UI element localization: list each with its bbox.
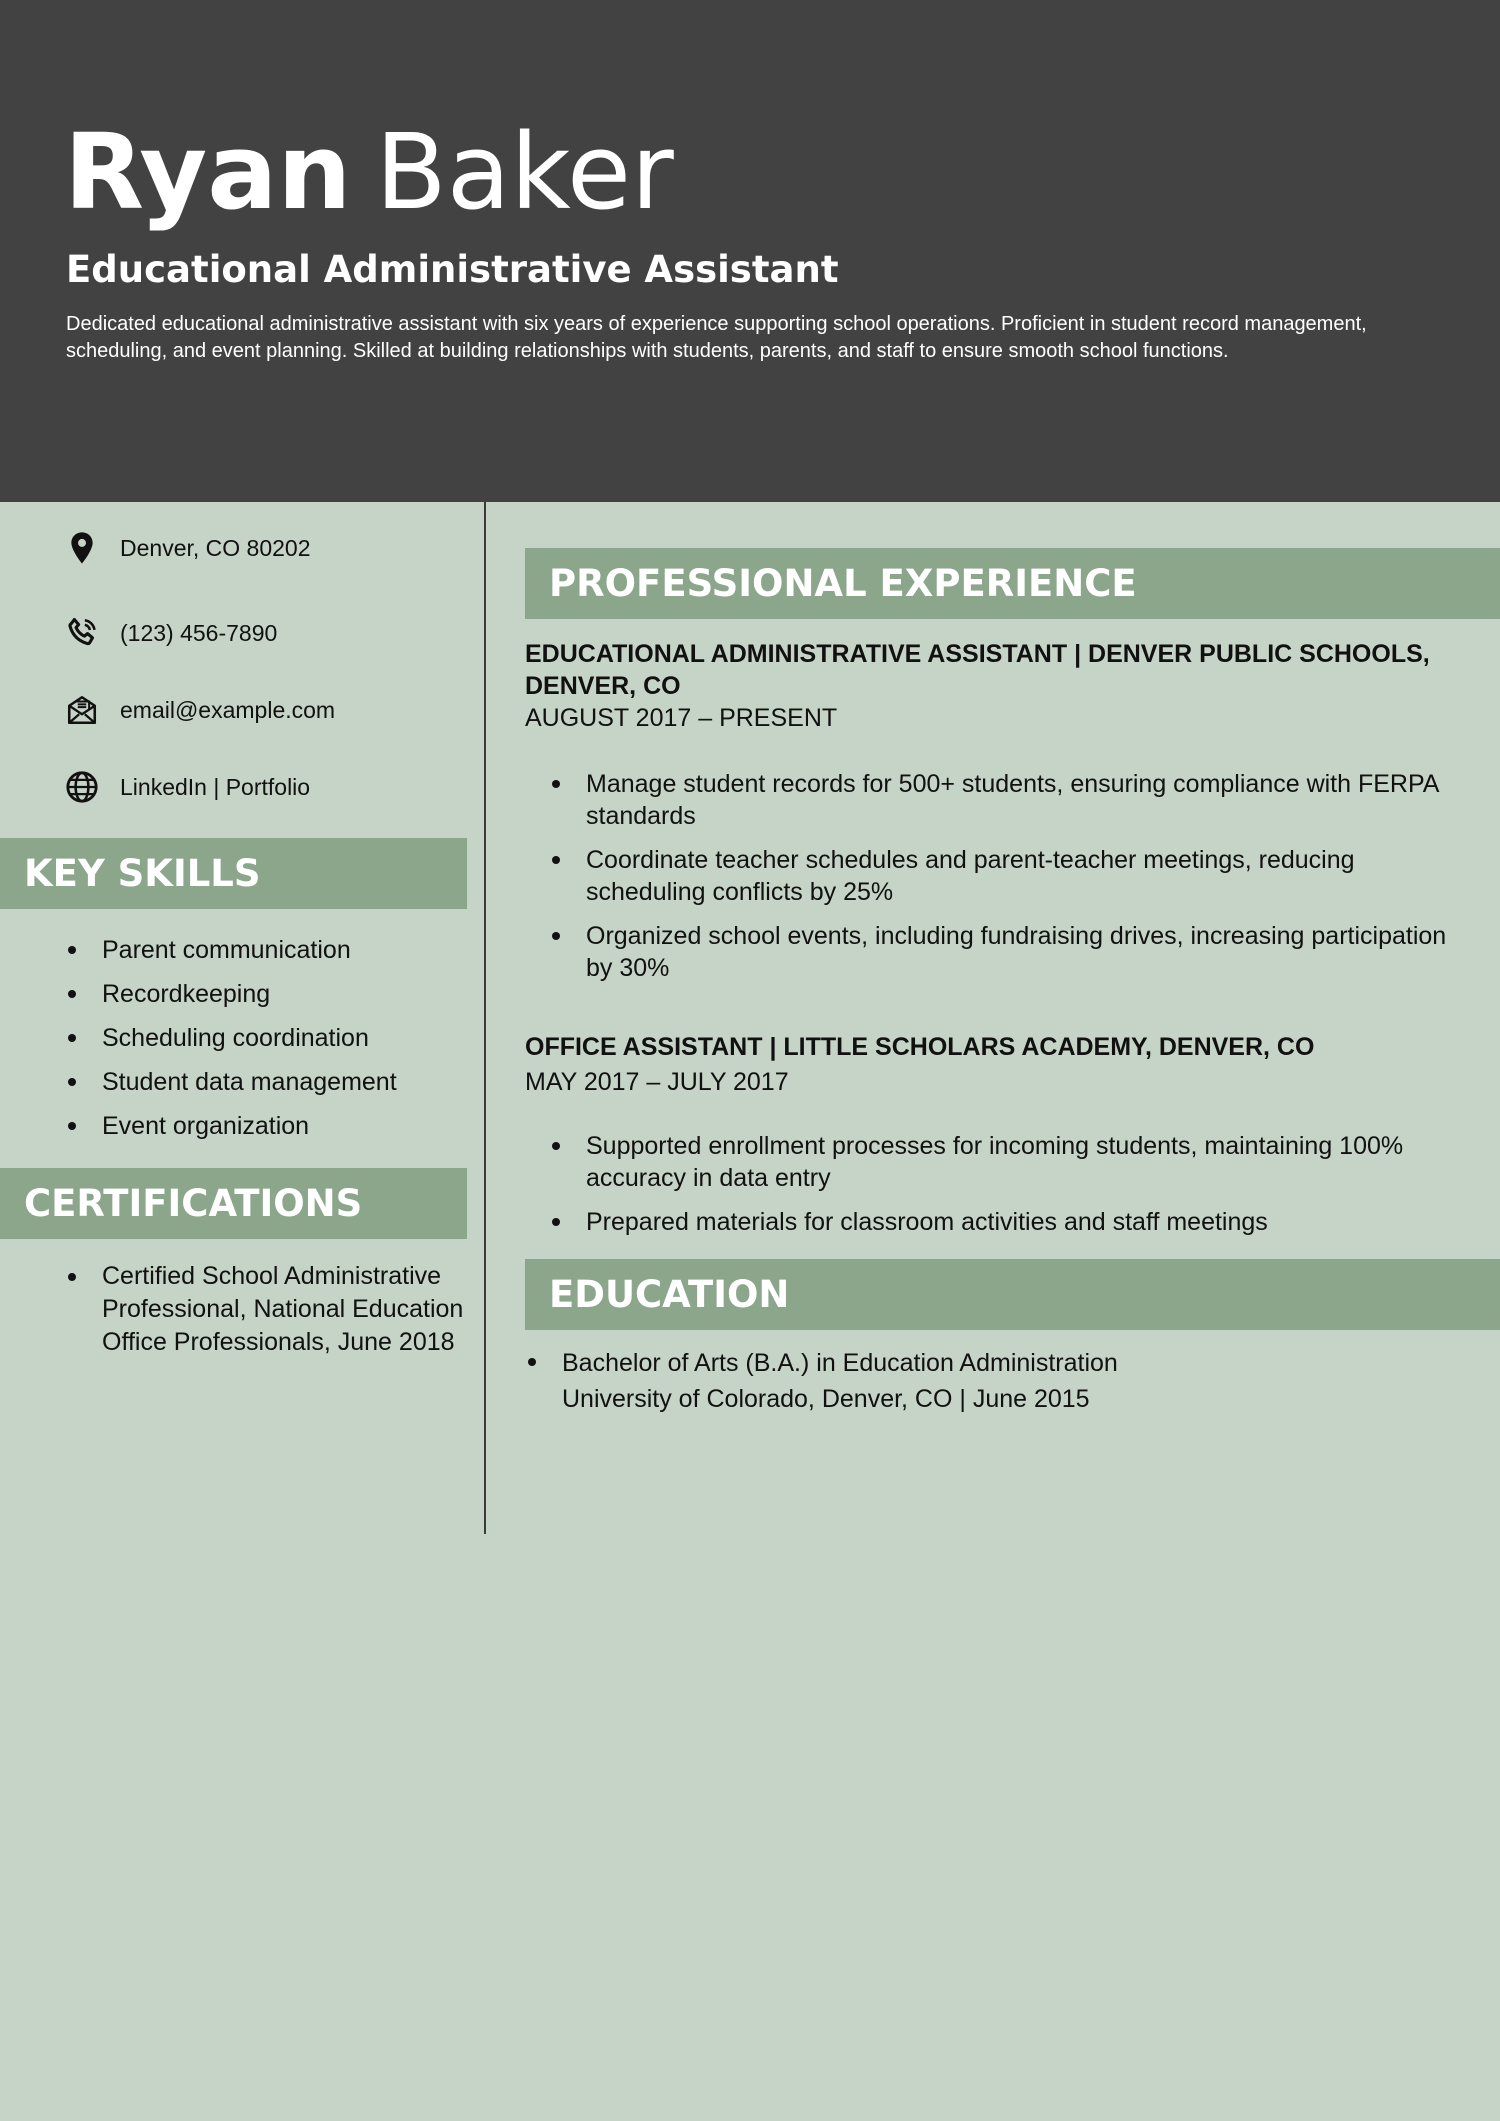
phone-icon — [64, 615, 100, 651]
column-divider — [484, 502, 486, 1534]
phone-text[interactable]: (123) 456-7890 — [120, 619, 278, 646]
job-1-duties — [548, 768, 1458, 996]
envelope-icon — [64, 692, 100, 728]
education-item — [525, 1345, 1475, 1417]
education-heading: EDUCATION — [525, 1259, 1500, 1330]
resume-header — [0, 0, 1500, 502]
degree-text: Bachelor of Arts (B.A.) in Education Administration — [562, 1349, 1118, 1377]
first-name: Ryan — [64, 111, 352, 233]
candidate-name — [64, 112, 674, 232]
list-item: Coordinate teacher schedules and parent-teacher meetings, reducing scheduling conflicts by 25% — [548, 844, 1458, 908]
job-2-dates: MAY 2017 – JULY 2017 — [525, 1068, 789, 1096]
list-item: Student data management — [64, 1060, 464, 1104]
links-text[interactable]: LinkedIn | Portfolio — [120, 773, 311, 800]
email-text[interactable]: email@example.com — [120, 696, 336, 723]
skills-list — [64, 928, 464, 1148]
contact-location — [64, 530, 311, 566]
map-pin-icon — [64, 530, 100, 566]
list-item: Prepared materials for classroom activities and staff meetings — [548, 1206, 1458, 1238]
job-1-dates: AUGUST 2017 – PRESENT — [525, 704, 838, 732]
school-text: University of Colorado, Denver, CO | June 2015 — [562, 1385, 1090, 1413]
job-2-duties — [548, 1130, 1458, 1250]
certifications-list — [64, 1260, 474, 1359]
job-2-title: OFFICE ASSISTANT | LITTLE SCHOLARS ACADEMY, DENVER, CO — [525, 1033, 1315, 1061]
list-item: Event organization — [64, 1104, 464, 1148]
skills-heading: KEY SKILLS — [0, 838, 467, 909]
list-item: Recordkeeping — [64, 972, 464, 1016]
list-item: Parent communication — [64, 928, 464, 972]
list-item: Organized school events, including fundraising drives, increasing participation by 30% — [548, 920, 1458, 984]
location-text: Denver, CO 80202 — [120, 534, 311, 561]
list-item: Certified School Administrative Professional, National Education Office Professionals, June 2018 — [64, 1260, 474, 1359]
list-item: Manage student records for 500+ students, ensuring compliance with FERPA standards — [548, 768, 1458, 832]
contact-email — [64, 692, 335, 728]
globe-icon — [64, 769, 100, 805]
contact-links — [64, 769, 310, 805]
education-list — [525, 1345, 1475, 1417]
last-name: Baker — [375, 111, 674, 233]
summary-text: Dedicated educational administrative assistant with six years of experience supporting school operations. Proficient in student record management, scheduling, and event planning. Skilled at building relationships with students, parents, and staff to ensure smooth school functions. — [66, 313, 1367, 362]
job-title: Educational Administrative Assistant — [66, 248, 839, 291]
experience-heading: PROFESSIONAL EXPERIENCE — [525, 548, 1500, 619]
list-item: Supported enrollment processes for incoming students, maintaining 100% accuracy in data entry — [548, 1130, 1458, 1194]
job-1-title: EDUCATIONAL ADMINISTRATIVE ASSISTANT | DENVER PUBLIC SCHOOLS, DENVER, CO — [525, 640, 1430, 700]
contact-phone — [64, 615, 277, 651]
certifications-heading: CERTIFICATIONS — [0, 1168, 467, 1239]
list-item: Scheduling coordination — [64, 1016, 464, 1060]
